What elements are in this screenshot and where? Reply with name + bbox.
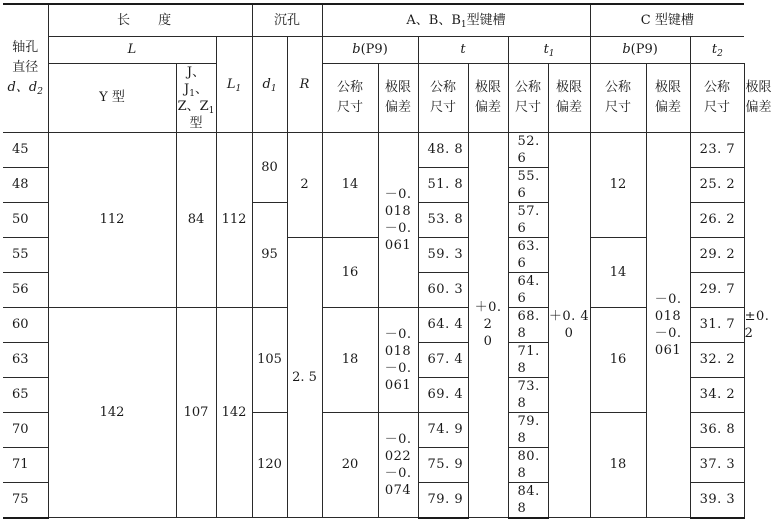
header-c-keyway: C 型键槽	[590, 4, 744, 36]
b-c-dev-cell	[646, 132, 690, 518]
diameter-cell: 65	[3, 377, 48, 412]
header-d-d2: d、$d_2$	[7, 80, 43, 98]
header-nominal: 公称尺寸	[322, 63, 378, 132]
diameter-cell: 63	[3, 342, 48, 377]
header-row-1	[3, 4, 744, 36]
header-shaft-bore-label: 轴孔直径	[12, 40, 39, 76]
t2-value-cell: 36. 8	[690, 412, 744, 447]
t1-value-cell: 55. 6	[508, 167, 548, 202]
t1-value-cell: 73. 8	[508, 377, 548, 412]
header-t1: $t_1$	[508, 36, 590, 63]
header-L: L	[48, 36, 216, 63]
diameter-cell: 48	[3, 167, 48, 202]
t-value-cell: 59. 3	[418, 237, 468, 272]
header-shaft-bore	[3, 4, 48, 132]
header-t2: $t_2$	[690, 36, 744, 63]
header-limit-dev: 极限偏差	[378, 63, 418, 132]
header-t: t	[418, 36, 508, 63]
b-ab-dev-cell	[378, 307, 418, 412]
b-ab-cell: 20	[322, 412, 378, 518]
b-ab-cell: 18	[322, 307, 378, 412]
d1-cell: 120	[252, 412, 287, 518]
t1-value-cell: 52. 6	[508, 132, 548, 167]
b-c-cell: 18	[590, 412, 646, 518]
t2-value-cell: 26. 2	[690, 202, 744, 237]
t1-dev-upper: ＋0. 4	[548, 308, 590, 324]
diameter-cell: 50	[3, 202, 48, 237]
header-length: 长 度	[48, 4, 252, 36]
b-ab-dev-cell	[378, 132, 418, 307]
t2-value-cell: 34. 2	[690, 377, 744, 412]
diameter-cell: 45	[3, 132, 48, 167]
header-nominal: 公称尺寸	[690, 63, 744, 132]
keyway-dimension-table	[3, 3, 772, 519]
b-ab-dev-lower: －0. 074	[384, 465, 412, 498]
header-nominal: 公称尺寸	[418, 63, 468, 132]
header-b-p9-ab: b(P9)	[322, 36, 418, 63]
b-c-dev-lower: －0. 061	[654, 325, 682, 358]
header-row-3: Y 型 J、$J_1$、Z、$Z_1$ 型 公称尺寸 极限偏差 公称尺寸 极限偏差 公称尺寸 极限偏差 公称尺寸 极限偏差 公称尺寸 极限偏差	[3, 63, 744, 132]
L-y-cell: 112	[48, 132, 176, 307]
L1-cell: 112	[216, 132, 252, 307]
t1-value-cell: 71. 8	[508, 342, 548, 377]
t-dev-lower: 0	[483, 334, 493, 350]
t-value-cell: 64. 4	[418, 307, 468, 342]
header-b-p9-c: b(P9)	[590, 36, 690, 63]
t2-value-cell: 31. 7	[690, 307, 744, 342]
header-y-type: Y 型	[48, 63, 176, 132]
header-ab-keyway: A、B、$B_1$型键槽	[322, 4, 590, 36]
t1-dev-lower: 0	[564, 325, 574, 341]
table-row: 45 112 84 112 80 2 14 －0. 018 －0. 061 48. 8 ＋0. 2 0 52. 6 ＋0. 4 0 12 －0. 018 －0. 061 23. 7 ±0. 2	[3, 132, 744, 167]
diameter-cell: 70	[3, 412, 48, 447]
t-value-cell: 74. 9	[418, 412, 468, 447]
b-ab-cell: 14	[322, 132, 378, 237]
b-c-dev-upper: －0. 018	[654, 291, 682, 324]
diameter-cell: 75	[3, 482, 48, 518]
R-cell: 2	[287, 132, 322, 237]
t-value-cell: 69. 4	[418, 377, 468, 412]
t2-value-cell: 23. 7	[690, 132, 744, 167]
b-c-cell: 14	[590, 237, 646, 307]
header-counterbore: 沉孔	[252, 4, 322, 36]
d1-cell: 80	[252, 132, 287, 202]
b-ab-dev-cell	[378, 412, 418, 518]
t1-value-cell: 68. 8	[508, 307, 548, 342]
diameter-cell: 71	[3, 447, 48, 482]
t1-value-cell: 80. 8	[508, 447, 548, 482]
diameter-cell: 60	[3, 307, 48, 342]
L-j-cell: 107	[176, 307, 216, 518]
t-value-cell: 75. 9	[418, 447, 468, 482]
d1-cell: 95	[252, 202, 287, 307]
t-dev-upper: ＋0. 2	[474, 300, 502, 333]
header-j-types: J、$J_1$、Z、$Z_1$ 型	[177, 64, 215, 131]
t-value-cell: 48. 8	[418, 132, 468, 167]
b-c-cell: 16	[590, 307, 646, 412]
t-value-cell: 79. 9	[418, 482, 468, 518]
t1-value-cell: 79. 8	[508, 412, 548, 447]
d1-cell: 105	[252, 307, 287, 412]
diameter-cell: 55	[3, 237, 48, 272]
t2-value-cell: 39. 3	[690, 482, 744, 518]
table-row	[3, 307, 744, 342]
header-nominal: 公称尺寸	[508, 63, 548, 132]
header-limit-dev: 极限偏差	[548, 63, 590, 132]
t1-value-cell: 84. 8	[508, 482, 548, 518]
b-ab-cell: 16	[322, 237, 378, 307]
diameter-cell: 56	[3, 272, 48, 307]
b-ab-dev-lower: －0. 061	[384, 360, 412, 393]
header-limit-dev: 极限偏差	[468, 63, 508, 132]
header-d1: $d_1$	[252, 36, 287, 132]
t-value-cell: 67. 4	[418, 342, 468, 377]
t-value-cell: 60. 3	[418, 272, 468, 307]
header-R: R	[287, 36, 322, 132]
t-value-cell: 53. 8	[418, 202, 468, 237]
t1-value-cell: 57. 6	[508, 202, 548, 237]
header-nominal: 公称尺寸	[590, 63, 646, 132]
L-j-cell: 84	[176, 132, 216, 307]
header-row-2	[3, 36, 744, 63]
R-cell: 2. 5	[287, 237, 322, 518]
t2-value-cell: 29. 7	[690, 272, 744, 307]
b-ab-dev-upper: －0. 022	[384, 431, 412, 464]
t1-dev-cell	[548, 132, 590, 518]
L-y-cell: 142	[48, 307, 176, 518]
b-ab-dev-upper: －0. 018	[384, 186, 412, 219]
t-dev-cell	[468, 132, 508, 518]
header-limit-dev: 极限偏差	[646, 63, 690, 132]
t2-value-cell: 37. 3	[690, 447, 744, 482]
header-L1: $L_1$	[216, 36, 252, 132]
t2-value-cell: 32. 2	[690, 342, 744, 377]
b-c-cell: 12	[590, 132, 646, 237]
t2-value-cell: 29. 2	[690, 237, 744, 272]
t2-value-cell: 25. 2	[690, 167, 744, 202]
t-value-cell: 51. 8	[418, 167, 468, 202]
t1-value-cell: 63. 6	[508, 237, 548, 272]
b-ab-dev-lower: －0. 061	[384, 220, 412, 253]
b-ab-dev-upper: －0. 018	[384, 326, 412, 359]
L1-cell: 142	[216, 307, 252, 518]
t1-value-cell: 64. 6	[508, 272, 548, 307]
